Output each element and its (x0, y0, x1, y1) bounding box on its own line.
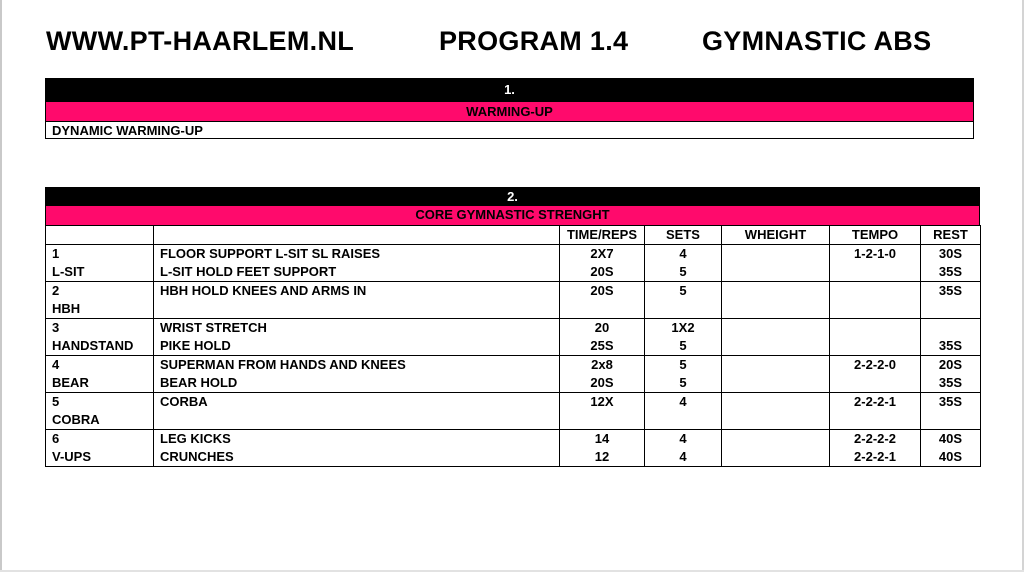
section-number: 2. (45, 187, 980, 206)
column-header-rest: REST (921, 226, 981, 245)
table-row (46, 411, 981, 430)
group-cell: 4 (46, 356, 154, 375)
group-cell: BEAR (46, 374, 154, 393)
weight-cell (722, 393, 830, 412)
tempo-cell (830, 300, 921, 319)
column-header-time-reps: TIME/REPS (560, 226, 645, 245)
group-cell: 2 (46, 282, 154, 301)
weight-cell (722, 300, 830, 319)
group-cell: L-SIT (46, 263, 154, 282)
page-left-edge (0, 0, 2, 572)
weight-cell (722, 319, 830, 338)
section-title: WARMING-UP (45, 102, 974, 121)
time-reps-cell: 20S (560, 263, 645, 282)
time-reps-cell: 14 (560, 430, 645, 449)
rest-cell: 35S (921, 374, 981, 393)
tempo-cell (830, 282, 921, 301)
tempo-cell (830, 411, 921, 430)
section-warming-up (45, 78, 974, 139)
exercise-cell: HBH HOLD KNEES AND ARMS IN (154, 282, 560, 301)
exercise-cell: FLOOR SUPPORT L-SIT SL RAISES (154, 245, 560, 264)
sets-cell: 4 (645, 393, 722, 412)
exercise-cell: BEAR HOLD (154, 374, 560, 393)
program-number: PROGRAM 1.4 (439, 26, 629, 56)
weight-cell (722, 448, 830, 467)
sets-cell: 5 (645, 263, 722, 282)
table-row (46, 448, 981, 467)
rest-cell: 30S (921, 245, 981, 264)
exercise-cell: CRUNCHES (154, 448, 560, 467)
time-reps-cell: 25S (560, 337, 645, 356)
rest-cell (921, 319, 981, 338)
rest-cell: 35S (921, 337, 981, 356)
time-reps-cell: 2x8 (560, 356, 645, 375)
tempo-cell: 2-2-2-0 (830, 356, 921, 375)
sets-cell: 1X2 (645, 319, 722, 338)
table-row (46, 263, 981, 282)
exercise-cell: PIKE HOLD (154, 337, 560, 356)
exercise-cell (154, 300, 560, 319)
rest-cell (921, 300, 981, 319)
tempo-cell: 2-2-2-2 (830, 430, 921, 449)
tempo-cell (830, 319, 921, 338)
column-header-weight: WHEIGHT (722, 226, 830, 245)
rest-cell (921, 411, 981, 430)
table-row (46, 337, 981, 356)
table-row (46, 393, 981, 412)
exercise-cell: CORBA (154, 393, 560, 412)
group-cell: COBRA (46, 411, 154, 430)
group-cell: 1 (46, 245, 154, 264)
tempo-cell (830, 263, 921, 282)
rest-cell: 35S (921, 393, 981, 412)
table-row (46, 282, 981, 301)
group-cell: 6 (46, 430, 154, 449)
exercise-table (45, 225, 981, 467)
rest-cell: 35S (921, 263, 981, 282)
exercise-cell: LEG KICKS (154, 430, 560, 449)
column-header-sets: SETS (645, 226, 722, 245)
sets-cell (645, 411, 722, 430)
section-title: CORE GYMNASTIC STRENGHT (45, 206, 980, 225)
rest-cell: 40S (921, 430, 981, 449)
sets-cell (645, 300, 722, 319)
time-reps-cell: 12 (560, 448, 645, 467)
sets-cell: 5 (645, 356, 722, 375)
group-cell: 5 (46, 393, 154, 412)
weight-cell (722, 411, 830, 430)
column-header-tempo: TEMPO (830, 226, 921, 245)
time-reps-cell (560, 411, 645, 430)
sets-cell: 4 (645, 430, 722, 449)
weight-cell (722, 374, 830, 393)
time-reps-cell: 20S (560, 282, 645, 301)
exercise-cell: WRIST STRETCH (154, 319, 560, 338)
group-cell: 3 (46, 319, 154, 338)
weight-cell (722, 430, 830, 449)
time-reps-cell: 2X7 (560, 245, 645, 264)
table-row (46, 300, 981, 319)
tempo-cell: 1-2-1-0 (830, 245, 921, 264)
tempo-cell (830, 337, 921, 356)
program-name: GYMNASTIC ABS (702, 26, 932, 56)
table-row (46, 374, 981, 393)
rest-cell: 35S (921, 282, 981, 301)
tempo-cell (830, 374, 921, 393)
section-core (45, 187, 980, 467)
weight-cell (722, 356, 830, 375)
tempo-cell: 2-2-2-1 (830, 393, 921, 412)
section-number: 1. (45, 78, 974, 102)
column-header (46, 226, 154, 245)
exercise-cell: L-SIT HOLD FEET SUPPORT (154, 263, 560, 282)
group-cell: V-UPS (46, 448, 154, 467)
table-header (46, 226, 981, 245)
sets-cell: 4 (645, 245, 722, 264)
weight-cell (722, 245, 830, 264)
table-row (46, 430, 981, 449)
page-title (46, 26, 978, 60)
warming-up-item: DYNAMIC WARMING-UP (45, 121, 974, 139)
column-header (154, 226, 560, 245)
weight-cell (722, 337, 830, 356)
sets-cell: 5 (645, 337, 722, 356)
sets-cell: 4 (645, 448, 722, 467)
group-cell: HANDSTAND (46, 337, 154, 356)
rest-cell: 40S (921, 448, 981, 467)
table-row (46, 319, 981, 338)
exercise-cell: SUPERMAN FROM HANDS AND KNEES (154, 356, 560, 375)
sets-cell: 5 (645, 282, 722, 301)
time-reps-cell (560, 300, 645, 319)
group-cell: HBH (46, 300, 154, 319)
table-row (46, 245, 981, 264)
time-reps-cell: 20S (560, 374, 645, 393)
tempo-cell: 2-2-2-1 (830, 448, 921, 467)
sets-cell: 5 (645, 374, 722, 393)
time-reps-cell: 20 (560, 319, 645, 338)
table-row (46, 356, 981, 375)
site-url[interactable]: WWW.PT-HAARLEM.NL (46, 26, 355, 56)
time-reps-cell: 12X (560, 393, 645, 412)
exercise-cell (154, 411, 560, 430)
weight-cell (722, 263, 830, 282)
weight-cell (722, 282, 830, 301)
rest-cell: 20S (921, 356, 981, 375)
